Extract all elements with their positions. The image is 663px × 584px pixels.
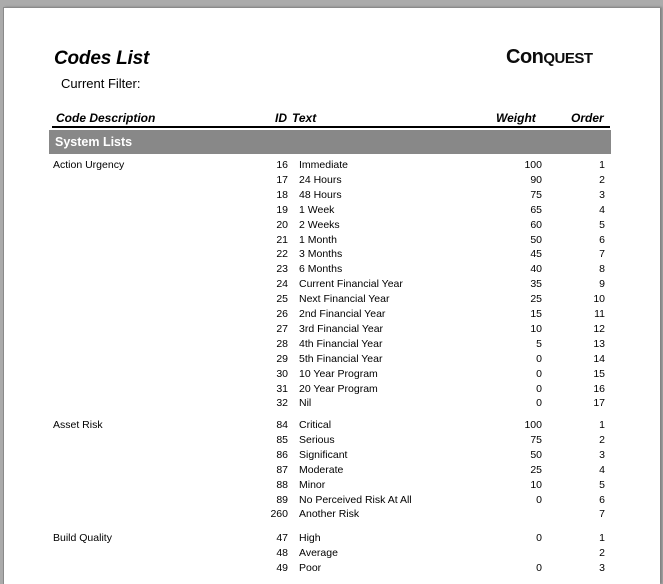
row-weight: 0: [536, 383, 542, 395]
row-weight: 25: [530, 464, 542, 476]
row-text: 3 Months: [299, 248, 343, 260]
row-id: 86: [276, 449, 288, 461]
row-order: 6: [599, 234, 605, 246]
row-text: 4th Financial Year: [299, 338, 383, 350]
row-weight: 0: [536, 368, 542, 380]
row-order: 7: [599, 508, 605, 520]
row-text: High: [299, 532, 321, 544]
group-name: Build Quality: [53, 532, 112, 544]
row-id: 23: [276, 263, 288, 275]
row-order: 8: [599, 263, 605, 275]
row-id: 85: [276, 434, 288, 446]
row-weight: 10: [530, 323, 542, 335]
row-id: 16: [276, 159, 288, 171]
row-order: 3: [599, 189, 605, 201]
row-weight: 45: [530, 248, 542, 260]
row-order: 5: [599, 219, 605, 231]
row-text: 20 Year Program: [299, 383, 378, 395]
row-id: 19: [276, 204, 288, 216]
logo-con: Con: [506, 46, 544, 68]
row-order: 6: [599, 494, 605, 506]
row-order: 2: [599, 547, 605, 559]
row-text: Current Financial Year: [299, 278, 403, 290]
row-weight: 50: [530, 234, 542, 246]
row-text: Serious: [299, 434, 335, 446]
col-header-text: Text: [292, 111, 317, 125]
row-id: 260: [270, 508, 288, 520]
row-id: 24: [276, 278, 288, 290]
row-text: 10 Year Program: [299, 368, 378, 380]
section-header-system-lists: System Lists: [49, 130, 611, 154]
row-text: 2 Weeks: [299, 219, 340, 231]
row-order: 16: [593, 383, 605, 395]
row-id: 89: [276, 494, 288, 506]
group-name: Asset Risk: [53, 419, 103, 431]
row-id: 47: [276, 532, 288, 544]
row-order: 13: [593, 338, 605, 350]
row-weight: 10: [530, 479, 542, 491]
row-order: 3: [599, 562, 605, 574]
row-weight: 100: [524, 419, 542, 431]
row-id: 31: [276, 383, 288, 395]
row-text: No Perceived Risk At All: [299, 494, 412, 506]
row-id: 48: [276, 547, 288, 559]
row-weight: 100: [524, 159, 542, 171]
row-order: 3: [599, 449, 605, 461]
report-title: Codes List: [54, 48, 150, 69]
logo-quest: QUEST: [543, 50, 593, 67]
group-name: Action Urgency: [53, 159, 125, 171]
row-id: 26: [276, 308, 288, 320]
row-id: 27: [276, 323, 288, 335]
row-id: 22: [276, 248, 288, 260]
row-weight: 15: [530, 308, 542, 320]
row-id: 87: [276, 464, 288, 476]
row-id: 28: [276, 338, 288, 350]
row-text: 5th Financial Year: [299, 353, 383, 365]
row-text: 3rd Financial Year: [299, 323, 384, 335]
row-id: 17: [276, 174, 288, 186]
row-order: 1: [599, 159, 605, 171]
row-order: 17: [593, 397, 605, 409]
row-order: 2: [599, 174, 605, 186]
row-text: 2nd Financial Year: [299, 308, 386, 320]
header-rule: [52, 126, 610, 128]
row-weight: 25: [530, 293, 542, 305]
row-id: 25: [276, 293, 288, 305]
row-order: 1: [599, 419, 605, 431]
row-text: Immediate: [299, 159, 349, 171]
row-text: Nil: [299, 397, 312, 409]
row-text: Significant: [299, 449, 348, 461]
col-header-weight: Weight: [496, 111, 536, 125]
row-id: 32: [276, 397, 288, 409]
row-weight: 75: [530, 434, 542, 446]
row-text: Critical: [299, 419, 332, 431]
row-text: Another Risk: [299, 508, 360, 520]
row-order: 9: [599, 278, 605, 290]
row-weight: 50: [530, 449, 542, 461]
row-order: 1: [599, 532, 605, 544]
row-text: Poor: [299, 562, 322, 574]
row-text: Next Financial Year: [299, 293, 390, 305]
row-weight: 60: [530, 219, 542, 231]
row-order: 12: [593, 323, 605, 335]
row-id: 49: [276, 562, 288, 574]
row-id: 30: [276, 368, 288, 380]
row-id: 84: [276, 419, 288, 431]
row-order: 11: [594, 308, 605, 320]
row-order: 4: [599, 204, 605, 216]
row-id: 21: [276, 234, 288, 246]
row-text: Minor: [299, 479, 326, 491]
row-text: 6 Months: [299, 263, 343, 275]
row-weight: 0: [536, 494, 542, 506]
col-header-order: Order: [571, 111, 604, 125]
row-weight: 65: [530, 204, 542, 216]
row-weight: 90: [530, 174, 542, 186]
row-text: 1 Month: [299, 234, 337, 246]
row-weight: 0: [536, 562, 542, 574]
row-weight: 0: [536, 353, 542, 365]
col-header-id: ID: [275, 111, 287, 125]
row-text: Moderate: [299, 464, 344, 476]
conquest-logo: [506, 46, 593, 69]
row-weight: 40: [530, 263, 542, 275]
row-text: Average: [299, 547, 338, 559]
row-text: 1 Week: [299, 204, 335, 216]
row-id: 20: [276, 219, 288, 231]
row-weight: 0: [536, 532, 542, 544]
row-weight: 35: [530, 278, 542, 290]
row-order: 5: [599, 479, 605, 491]
row-order: 14: [593, 353, 605, 365]
current-filter-label: Current Filter:: [61, 76, 141, 91]
row-weight: 5: [536, 338, 542, 350]
row-order: 7: [599, 248, 605, 260]
row-order: 4: [599, 464, 605, 476]
row-order: 15: [593, 368, 605, 380]
row-id: 18: [276, 189, 288, 201]
row-order: 10: [593, 293, 605, 305]
row-weight: 0: [536, 397, 542, 409]
col-header-code-description: Code Description: [56, 111, 156, 125]
row-text: 48 Hours: [299, 189, 342, 201]
row-id: 88: [276, 479, 288, 491]
row-text: 24 Hours: [299, 174, 342, 186]
row-order: 2: [599, 434, 605, 446]
row-id: 29: [276, 353, 288, 365]
row-weight: 75: [530, 189, 542, 201]
